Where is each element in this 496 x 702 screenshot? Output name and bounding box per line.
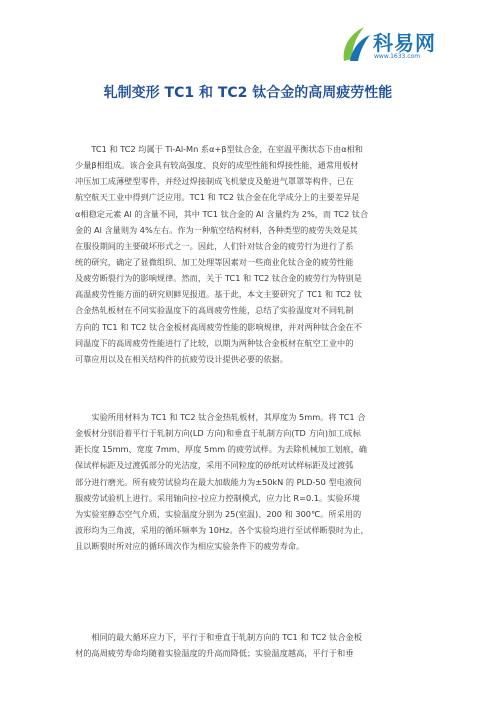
logo-leaf-icon: [338, 23, 374, 65]
paragraph-line: 为实验室静态空气介质，实验温度分别为 25(室温)、200 和 300℃。所采用的: [75, 508, 362, 519]
paragraph-line: 相同的最大循环应力下，平行于和垂直于轧制方向的 TC1 和 TC2 钛合金板: [75, 632, 362, 642]
paragraph-1: [75, 141, 425, 367]
paragraph-line: 可靠应用以及在相关结构件的抗疲劳设计提供必要的依据。: [75, 353, 288, 364]
paragraph-line: 方向的 TC1 和 TC2 钛合金板材高周疲劳性能的影响规律，并对两种钛合金在不: [75, 321, 362, 332]
paragraph-line: 统的研究，确定了显微组织、加工处理等因素对一些商业化钛合金的疲劳性能: [75, 256, 354, 267]
paragraph-line: 且以断裂时所对应的循环周次作为相应实验条件下的疲劳寿命。: [75, 541, 305, 552]
paragraph-line: 同温度下的高周疲劳性能进行了比较，以期为两种钛合金板材在航空工业中的: [75, 337, 354, 348]
paragraph-3: [75, 629, 425, 661]
paragraph-line: 高温疲劳性能方面的研究则鲜见报道。基于此，本文主要研究了 TC1 和 TC2 钛: [75, 289, 362, 300]
site-logo[interactable]: [338, 23, 453, 65]
paragraph-line: 材的高周疲劳寿命均随着实验温度的升高而降低；实验温度越高，平行于和垂: [75, 648, 354, 659]
paragraph-line: 少量β相组成。该合金具有较高强度、良好的成型性能和焊接性能，通常用板材: [75, 160, 359, 171]
paragraph-line: 冲压加工成薄壁型零件，并经过焊接制成飞机蒙皮及舱进气罩罩等构件，已在: [75, 176, 354, 187]
paragraph-line: 部分进行磨光。所有疲劳试验均在最大加载能力为±50kN 的 PLD-50 型电液伺: [75, 476, 362, 487]
paragraph-line: 服疲劳试验机上进行。采用轴向拉-拉应力控制模式，应力比 R=0.1。实验环境: [75, 492, 360, 503]
paragraph-line: 实验所用材料为 TC1 和 TC2 钛合金热轧板材，其厚度为 5mm。将 TC1 合: [75, 412, 366, 422]
paragraph-line: 合金热轧板材在不同实验温度下的高周疲劳性能，总结了实验温度对不同轧制: [75, 305, 354, 316]
article-title: 轧制变形 TC1 和 TC2 钛合金的高周疲劳性能: [103, 85, 393, 101]
logo-url: www.1633.com: [374, 53, 421, 60]
paragraph-line: 金的 Al 含量则为 4%左右。作为一种航空结构材料，各种类型的疲劳失效是其: [75, 224, 358, 235]
paragraph-line: 距长度 15mm、宽度 7mm、厚度 5mm 的疲劳试样。为去除机械加工划痕，确: [75, 444, 367, 455]
paragraph-line: 在服役期间的主要破坏形式之一。因此，人们针对钛合金的疲劳行为进行了系: [75, 240, 354, 251]
paragraph-line: 保试样标距及过渡弧部分的光洁度，采用不同粒度的砂纸对试样标距及过渡弧: [75, 460, 354, 471]
paragraph-line: 金板材分别沿着平行于轧制方向(LD 方向)和垂直于轧制方向(TD 方向)加工成标: [75, 428, 361, 439]
paragraph-line: 波形均为三角波，采用的循环频率为 10Hz。各个实验均进行至试样断裂时为止，: [75, 524, 369, 535]
paragraph-line: α相稳定元素 Al 的含量不同，其中 TC1 钛合金的 Al 含量约为 2%，而 TC2 钛合: [75, 208, 369, 219]
logo-name: 科易网: [373, 31, 436, 55]
paragraph-line: 航空航天工业中得到广泛应用。TC1 和 TC2 钛合金在化学成分上的主要差异是: [75, 192, 360, 203]
paragraph-line: TC1 和 TC2 均属于 Ti-Al-Mn 系α+β型钛合金，在室温平衡状态下由α相和: [75, 144, 363, 154]
paragraph-2: [75, 409, 425, 554]
paragraph-line: 及疲劳断裂行为的影响规律。然而，关于 TC1 和 TC2 钛合金的疲劳行为特别是: [75, 273, 362, 284]
